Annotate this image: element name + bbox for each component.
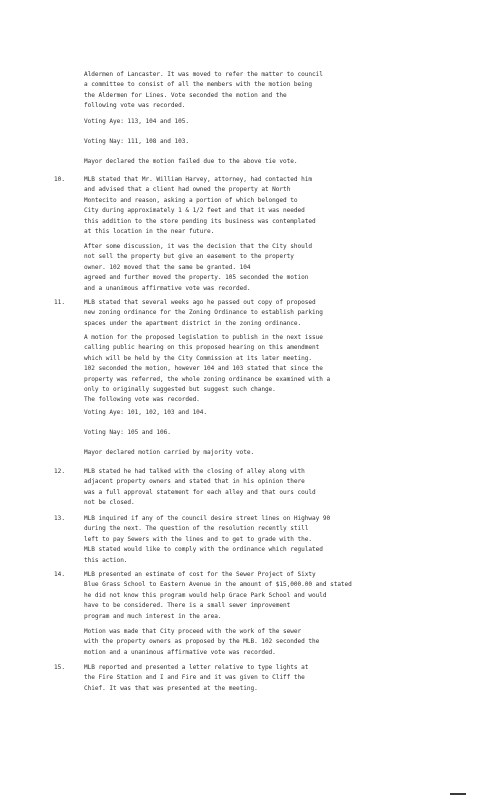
text-line: Montecito and reason, asking a portion of which belonged to — [84, 196, 298, 204]
text-line: Mayor declared the motion failed due to the above tie vote. — [84, 158, 298, 165]
text-line: and a unanimous affirmative vote was recorded. — [84, 284, 251, 292]
text-line: program and much interest in the area. — [84, 612, 222, 620]
text-line: during the next. The question of the resolution recently still — [84, 525, 309, 533]
text-line: and advised that a client had owned the property at North — [84, 186, 291, 194]
text-line: new zoning ordinance for the Zoning Ordinance to establish parking — [84, 309, 323, 317]
text-line: MLB inquired if any of the council desire street lines on Highway 90 — [84, 515, 331, 522]
text-line: agreed and further moved the property. 105 seconded the motion — [84, 274, 309, 282]
paragraph — [84, 242, 456, 294]
paragraph — [84, 70, 456, 112]
text-line: the Aldermen for Lines. Vote seconded the motion and the — [84, 91, 287, 99]
item-number: 12. — [54, 468, 66, 475]
text-line: not sell the property but give an easement to the property — [84, 253, 294, 261]
text-line: this action. — [84, 556, 128, 564]
text-line: Blue Grass School to Eastern Avenue in the amount of $15,000.00 and stated — [84, 581, 352, 589]
text-line: property was referred, the whole zoning ordinance be examined with a — [84, 375, 331, 383]
text-line: Motion was made that City proceed with the work of the sewer — [84, 628, 302, 635]
text-line: MLB stated that several weeks ago he passed out copy of proposed — [84, 299, 316, 306]
paragraph — [84, 333, 456, 406]
text-line: City during approximately 1 & 1/2 feet and that it was needed — [84, 207, 305, 215]
text-line: with the property owners as proposed by the MLB. 102 seconded the — [84, 638, 320, 646]
text-line: at this location in the near future. — [84, 227, 215, 235]
text-line: MLB stated that Mr. William Harvey, attorney, had contacted him — [84, 176, 312, 183]
paragraph — [84, 570, 456, 622]
text-line: The following vote was recorded. — [84, 396, 200, 404]
text-line: A motion for the proposed legislation to publish in the next issue — [84, 334, 323, 341]
paragraph — [84, 157, 456, 167]
text-line: adjacent property owners and stated that in his opinion there — [84, 478, 305, 486]
paragraph — [84, 408, 456, 418]
text-line: MLB stated he had talked with the closing of alley along with — [84, 468, 305, 475]
text-line: After some discussion, it was the decision that the City should — [84, 243, 312, 250]
text-line: MLB reported and presented a letter relative to type lights at — [84, 664, 309, 671]
paragraph — [84, 467, 456, 509]
text-line: Voting Aye: 113, 104 and 105. — [84, 118, 189, 125]
text-line: Aldermen of Lancaster. It was moved to refer the matter to council — [84, 71, 323, 78]
text-line: which will be held by the City Commission at its later meeting. — [84, 354, 312, 362]
paragraph — [84, 448, 456, 458]
text-line: not be closed. — [84, 499, 135, 507]
text-line: Voting Nay: 105 and 106. — [84, 429, 171, 436]
text-line: motion and a unanimous affirmative vote was recorded. — [84, 648, 276, 656]
text-line: a committee to consist of all the members with the motion being — [84, 81, 312, 89]
paragraph — [84, 175, 456, 237]
paragraph — [84, 627, 456, 658]
paragraph — [84, 428, 456, 438]
paragraph — [84, 137, 456, 147]
text-line: left to pay Sewers with the lines and to get to grade with the. — [84, 535, 312, 543]
text-line: 102 seconded the motion, however 104 and 103 stated that since the — [84, 365, 323, 373]
text-line: this addition to the store pending its business was contemplated — [84, 217, 316, 225]
text-line: Chief. It was that was presented at the meeting. — [84, 684, 258, 692]
paragraph — [84, 117, 456, 127]
paragraph — [84, 663, 456, 694]
text-line: Voting Aye: 101, 102, 103 and 104. — [84, 409, 208, 416]
text-line: the Fire Station and I and Fire and it was given to Cliff the — [84, 674, 305, 682]
text-line: he did not know this program would help Grace Park School and would — [84, 591, 327, 599]
text-line: have to be considered. There is a small sewer improvement — [84, 602, 291, 610]
text-line: Voting Nay: 111, 108 and 103. — [84, 138, 189, 145]
text-line: following vote was recorded. — [84, 102, 186, 110]
text-line: spaces under the apartment district in the zoning ordinance. — [84, 319, 302, 327]
text-line: calling public hearing on this proposed hearing on this amendment — [84, 344, 320, 352]
item-number: 13. — [54, 515, 66, 522]
text-line: owner. 102 moved that the same be granted. 104 — [84, 263, 251, 271]
text-line: MLB presented an estimate of cost for the Sewer Project of Sixty — [84, 571, 316, 578]
paragraph — [84, 514, 456, 566]
text-line: MLB stated would like to comply with the ordinance which regulated — [84, 546, 323, 554]
item-number: 15. — [54, 664, 66, 671]
text-line: Mayor declared motion carried by majority vote. — [84, 449, 255, 456]
paragraph — [84, 298, 456, 329]
page-footer-mark — [450, 793, 466, 795]
item-number: 11. — [54, 299, 66, 306]
text-line: only to originally suggested but suggest such change. — [84, 385, 276, 393]
item-number: 14. — [54, 571, 66, 578]
text-line: was a full approval statement for each alley and that ours could — [84, 488, 316, 496]
item-number: 10. — [54, 176, 66, 183]
